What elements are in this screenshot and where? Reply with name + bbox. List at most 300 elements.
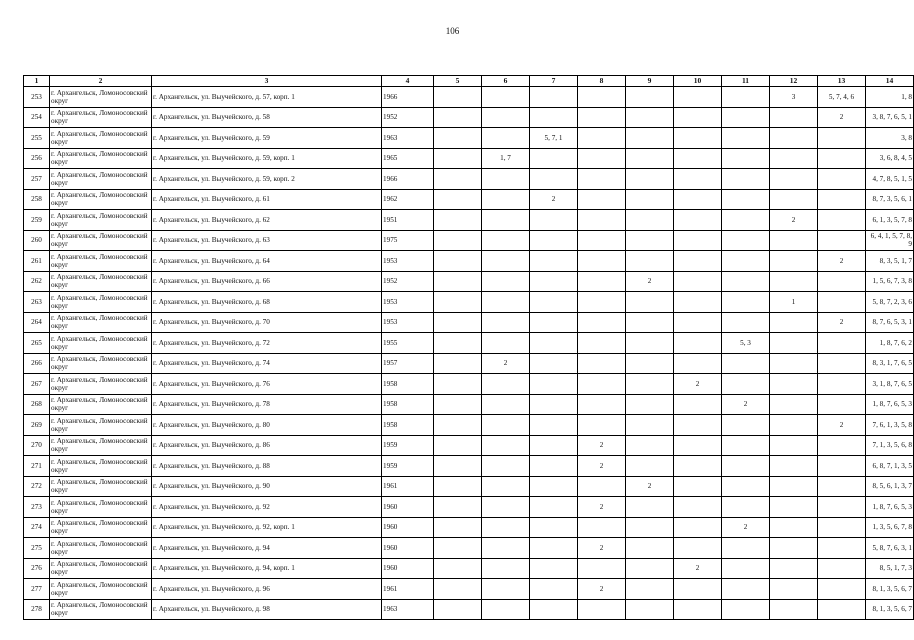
value-cell: 2	[770, 210, 818, 231]
value-cell	[530, 374, 578, 395]
district-cell: г. Архангельск, Ломоносовский округ	[50, 374, 152, 395]
row-number-cell: 264	[24, 312, 50, 333]
value-cell	[482, 128, 530, 149]
value-cell	[626, 230, 674, 251]
address-cell: г. Архангельск, ул. Выучейского, д. 80	[152, 415, 382, 436]
value-cell	[722, 271, 770, 292]
table-row	[24, 476, 914, 497]
table-row	[24, 456, 914, 477]
address-cell: г. Архангельск, ул. Выучейского, д. 88	[152, 456, 382, 477]
year-cell: 1960	[382, 538, 434, 559]
address-cell: г. Архангельск, ул. Выучейского, д. 59, корп. 1	[152, 148, 382, 169]
column-header: 13	[818, 76, 866, 87]
housing-registry-table	[23, 75, 914, 620]
value-cell	[578, 128, 626, 149]
value-cell: 8, 3, 5, 1, 7	[866, 251, 914, 272]
year-cell: 1960	[382, 497, 434, 518]
value-cell: 1, 7	[482, 148, 530, 169]
value-cell: 3, 8	[866, 128, 914, 149]
value-cell	[770, 456, 818, 477]
value-cell: 2	[722, 394, 770, 415]
value-cell: 2	[674, 374, 722, 395]
table-row	[24, 599, 914, 620]
row-number-cell: 273	[24, 497, 50, 518]
value-cell: 7, 6, 1, 3, 5, 8	[866, 415, 914, 436]
value-cell	[434, 435, 482, 456]
row-number-cell: 278	[24, 599, 50, 620]
column-header: 7	[530, 76, 578, 87]
row-number-cell: 262	[24, 271, 50, 292]
value-cell	[674, 415, 722, 436]
district-cell: г. Архангельск, Ломоносовский округ	[50, 251, 152, 272]
district-cell: г. Архангельск, Ломоносовский округ	[50, 579, 152, 600]
value-cell	[770, 230, 818, 251]
value-cell	[530, 456, 578, 477]
value-cell	[770, 394, 818, 415]
value-cell	[626, 538, 674, 559]
value-cell	[434, 107, 482, 128]
value-cell	[722, 497, 770, 518]
value-cell: 3, 6, 8, 4, 5	[866, 148, 914, 169]
district-cell: г. Архангельск, Ломоносовский округ	[50, 148, 152, 169]
row-number-cell: 257	[24, 169, 50, 190]
value-cell	[434, 353, 482, 374]
year-cell: 1960	[382, 517, 434, 538]
value-cell	[722, 148, 770, 169]
table-row	[24, 517, 914, 538]
value-cell: 1, 8, 7, 6, 5, 3	[866, 394, 914, 415]
value-cell	[530, 292, 578, 313]
row-number-cell: 265	[24, 333, 50, 354]
year-cell: 1966	[382, 87, 434, 108]
year-cell: 1955	[382, 333, 434, 354]
value-cell	[482, 271, 530, 292]
value-cell	[434, 599, 482, 620]
value-cell	[578, 476, 626, 497]
value-cell	[770, 353, 818, 374]
value-cell	[674, 230, 722, 251]
value-cell	[770, 312, 818, 333]
value-cell	[722, 599, 770, 620]
header-row	[24, 76, 914, 87]
value-cell	[626, 251, 674, 272]
value-cell	[674, 435, 722, 456]
value-cell	[674, 128, 722, 149]
district-cell: г. Архангельск, Ломоносовский округ	[50, 497, 152, 518]
value-cell	[674, 333, 722, 354]
value-cell	[530, 538, 578, 559]
row-number-cell: 268	[24, 394, 50, 415]
value-cell	[434, 374, 482, 395]
year-cell: 1958	[382, 374, 434, 395]
value-cell	[818, 189, 866, 210]
address-cell: г. Архангельск, ул. Выучейского, д. 96	[152, 579, 382, 600]
value-cell	[434, 558, 482, 579]
value-cell	[626, 435, 674, 456]
address-cell: г. Архангельск, ул. Выучейского, д. 57, корп. 1	[152, 87, 382, 108]
value-cell	[482, 292, 530, 313]
address-cell: г. Архангельск, ул. Выучейского, д. 86	[152, 435, 382, 456]
value-cell	[818, 169, 866, 190]
value-cell	[434, 333, 482, 354]
district-cell: г. Архангельск, Ломоносовский округ	[50, 333, 152, 354]
value-cell	[626, 558, 674, 579]
year-cell: 1953	[382, 251, 434, 272]
value-cell	[722, 107, 770, 128]
value-cell	[578, 148, 626, 169]
value-cell	[434, 189, 482, 210]
table-row	[24, 497, 914, 518]
row-number-cell: 261	[24, 251, 50, 272]
table-row	[24, 87, 914, 108]
column-header: 4	[382, 76, 434, 87]
value-cell	[482, 210, 530, 231]
value-cell	[818, 271, 866, 292]
value-cell	[434, 538, 482, 559]
value-cell	[482, 87, 530, 108]
value-cell	[770, 538, 818, 559]
value-cell	[722, 353, 770, 374]
value-cell	[578, 251, 626, 272]
value-cell	[770, 579, 818, 600]
district-cell: г. Архангельск, Ломоносовский округ	[50, 456, 152, 477]
value-cell	[482, 169, 530, 190]
value-cell	[674, 169, 722, 190]
district-cell: г. Архангельск, Ломоносовский округ	[50, 538, 152, 559]
row-number-cell: 267	[24, 374, 50, 395]
value-cell	[482, 312, 530, 333]
value-cell	[626, 169, 674, 190]
year-cell: 1958	[382, 394, 434, 415]
value-cell	[434, 292, 482, 313]
value-cell	[674, 599, 722, 620]
page-number: 106	[445, 26, 460, 36]
address-cell: г. Архангельск, ул. Выучейского, д. 61	[152, 189, 382, 210]
value-cell	[818, 599, 866, 620]
value-cell	[722, 456, 770, 477]
value-cell: 2	[818, 312, 866, 333]
value-cell	[578, 312, 626, 333]
value-cell	[722, 374, 770, 395]
value-cell	[674, 107, 722, 128]
district-cell: г. Архангельск, Ломоносовский округ	[50, 128, 152, 149]
table-row	[24, 312, 914, 333]
district-cell: г. Архангельск, Ломоносовский округ	[50, 312, 152, 333]
value-cell	[818, 579, 866, 600]
value-cell	[674, 312, 722, 333]
value-cell	[434, 210, 482, 231]
row-number-cell: 253	[24, 87, 50, 108]
value-cell: 2	[482, 353, 530, 374]
value-cell	[770, 189, 818, 210]
table-row	[24, 333, 914, 354]
value-cell	[674, 148, 722, 169]
value-cell	[434, 128, 482, 149]
value-cell	[770, 333, 818, 354]
year-cell: 1962	[382, 189, 434, 210]
value-cell	[674, 189, 722, 210]
value-cell	[482, 251, 530, 272]
year-cell: 1952	[382, 271, 434, 292]
table-row	[24, 169, 914, 190]
value-cell	[626, 148, 674, 169]
value-cell	[722, 251, 770, 272]
value-cell	[674, 476, 722, 497]
value-cell: 8, 5, 1, 7, 3	[866, 558, 914, 579]
value-cell	[530, 271, 578, 292]
value-cell: 6, 4, 1, 5, 7, 8, 9	[866, 230, 914, 251]
value-cell: 1, 5, 6, 7, 3, 8	[866, 271, 914, 292]
value-cell	[722, 312, 770, 333]
row-number-cell: 271	[24, 456, 50, 477]
value-cell	[530, 333, 578, 354]
value-cell	[482, 415, 530, 436]
value-cell	[770, 107, 818, 128]
value-cell: 5, 8, 7, 2, 3, 6	[866, 292, 914, 313]
year-cell: 1958	[382, 415, 434, 436]
row-number-cell: 270	[24, 435, 50, 456]
value-cell	[722, 128, 770, 149]
value-cell: 3, 8, 7, 6, 5, 1	[866, 107, 914, 128]
district-cell: г. Архангельск, Ломоносовский округ	[50, 353, 152, 374]
table-row	[24, 415, 914, 436]
value-cell	[482, 107, 530, 128]
column-header: 14	[866, 76, 914, 87]
value-cell	[626, 189, 674, 210]
district-cell: г. Архангельск, Ломоносовский округ	[50, 415, 152, 436]
value-cell	[578, 189, 626, 210]
value-cell	[482, 333, 530, 354]
value-cell	[578, 107, 626, 128]
year-cell: 1953	[382, 292, 434, 313]
value-cell	[482, 558, 530, 579]
district-cell: г. Архангельск, Ломоносовский округ	[50, 394, 152, 415]
value-cell	[626, 107, 674, 128]
value-cell	[818, 374, 866, 395]
value-cell	[578, 210, 626, 231]
year-cell: 1960	[382, 558, 434, 579]
value-cell	[722, 189, 770, 210]
address-cell: г. Архангельск, ул. Выучейского, д. 72	[152, 333, 382, 354]
value-cell: 2	[722, 517, 770, 538]
value-cell	[626, 312, 674, 333]
value-cell	[674, 292, 722, 313]
value-cell	[578, 415, 626, 436]
table-row	[24, 230, 914, 251]
value-cell: 2	[578, 579, 626, 600]
address-cell: г. Архангельск, ул. Выучейского, д. 62	[152, 210, 382, 231]
table-row	[24, 394, 914, 415]
value-cell	[722, 230, 770, 251]
value-cell	[818, 333, 866, 354]
value-cell	[674, 394, 722, 415]
year-cell: 1951	[382, 210, 434, 231]
address-cell: г. Архангельск, ул. Выучейского, д. 59	[152, 128, 382, 149]
table-row	[24, 271, 914, 292]
value-cell: 1, 8, 7, 6, 5, 3	[866, 497, 914, 518]
year-cell: 1959	[382, 435, 434, 456]
value-cell	[434, 456, 482, 477]
value-cell	[770, 148, 818, 169]
address-cell: г. Архангельск, ул. Выучейского, д. 92, корп. 1	[152, 517, 382, 538]
value-cell	[434, 87, 482, 108]
year-cell: 1959	[382, 456, 434, 477]
table-row	[24, 558, 914, 579]
year-cell: 1961	[382, 476, 434, 497]
value-cell	[434, 312, 482, 333]
district-cell: г. Архангельск, Ломоносовский округ	[50, 476, 152, 497]
value-cell	[674, 517, 722, 538]
year-cell: 1961	[382, 579, 434, 600]
value-cell: 1, 8, 7, 6, 2	[866, 333, 914, 354]
value-cell: 2	[578, 456, 626, 477]
address-cell: г. Архангельск, ул. Выучейского, д. 98	[152, 599, 382, 620]
value-cell	[770, 271, 818, 292]
table-row	[24, 579, 914, 600]
value-cell	[626, 394, 674, 415]
value-cell	[578, 374, 626, 395]
table-row	[24, 189, 914, 210]
value-cell: 2	[626, 476, 674, 497]
value-cell	[530, 148, 578, 169]
value-cell: 1, 3, 5, 6, 7, 8	[866, 517, 914, 538]
value-cell: 7, 1, 3, 5, 6, 8	[866, 435, 914, 456]
value-cell	[530, 169, 578, 190]
value-cell	[578, 394, 626, 415]
value-cell: 8, 1, 3, 5, 6, 7	[866, 599, 914, 620]
address-cell: г. Архангельск, ул. Выучейского, д. 58	[152, 107, 382, 128]
value-cell: 2	[674, 558, 722, 579]
value-cell	[434, 271, 482, 292]
address-cell: г. Архангельск, ул. Выучейского, д. 63	[152, 230, 382, 251]
value-cell	[722, 87, 770, 108]
value-cell	[434, 251, 482, 272]
value-cell	[530, 599, 578, 620]
value-cell	[482, 394, 530, 415]
address-cell: г. Архангельск, ул. Выучейского, д. 66	[152, 271, 382, 292]
district-cell: г. Архангельск, Ломоносовский округ	[50, 435, 152, 456]
row-number-cell: 276	[24, 558, 50, 579]
year-cell: 1953	[382, 312, 434, 333]
address-cell: г. Архангельск, ул. Выучейского, д. 64	[152, 251, 382, 272]
value-cell	[530, 394, 578, 415]
value-cell	[818, 128, 866, 149]
value-cell: 5, 8, 7, 6, 3, 1	[866, 538, 914, 559]
address-cell: г. Архангельск, ул. Выучейского, д. 90	[152, 476, 382, 497]
year-cell: 1963	[382, 128, 434, 149]
value-cell	[578, 599, 626, 620]
year-cell: 1965	[382, 148, 434, 169]
value-cell	[770, 251, 818, 272]
row-number-cell: 260	[24, 230, 50, 251]
value-cell	[626, 292, 674, 313]
value-cell	[722, 169, 770, 190]
value-cell	[818, 435, 866, 456]
value-cell	[770, 374, 818, 395]
value-cell	[674, 271, 722, 292]
address-cell: г. Архангельск, ул. Выучейского, д. 76	[152, 374, 382, 395]
value-cell	[770, 517, 818, 538]
value-cell	[530, 353, 578, 374]
value-cell: 8, 7, 3, 5, 6, 1	[866, 189, 914, 210]
value-cell	[770, 415, 818, 436]
value-cell	[434, 579, 482, 600]
year-cell: 1957	[382, 353, 434, 374]
value-cell: 2	[578, 435, 626, 456]
table-row	[24, 251, 914, 272]
address-cell: г. Архангельск, ул. Выучейского, д. 70	[152, 312, 382, 333]
column-header: 6	[482, 76, 530, 87]
value-cell	[722, 579, 770, 600]
row-number-cell: 255	[24, 128, 50, 149]
value-cell: 8, 3, 1, 7, 6, 5	[866, 353, 914, 374]
value-cell	[530, 476, 578, 497]
year-cell: 1975	[382, 230, 434, 251]
table-header	[24, 76, 914, 87]
value-cell	[722, 292, 770, 313]
value-cell	[626, 353, 674, 374]
value-cell	[530, 87, 578, 108]
value-cell	[722, 538, 770, 559]
column-header: 5	[434, 76, 482, 87]
district-cell: г. Архангельск, Ломоносовский округ	[50, 210, 152, 231]
value-cell	[818, 558, 866, 579]
value-cell	[626, 456, 674, 477]
value-cell	[674, 210, 722, 231]
value-cell	[674, 87, 722, 108]
value-cell: 2	[818, 251, 866, 272]
value-cell: 5, 7, 1	[530, 128, 578, 149]
column-header: 12	[770, 76, 818, 87]
value-cell: 4, 7, 8, 5, 1, 5	[866, 169, 914, 190]
value-cell	[482, 456, 530, 477]
value-cell	[626, 415, 674, 436]
row-number-cell: 263	[24, 292, 50, 313]
address-cell: г. Архангельск, ул. Выучейского, д. 59, корп. 2	[152, 169, 382, 190]
value-cell	[434, 169, 482, 190]
district-cell: г. Архангельск, Ломоносовский округ	[50, 271, 152, 292]
district-cell: г. Архангельск, Ломоносовский округ	[50, 169, 152, 190]
value-cell: 8, 1, 3, 5, 6, 7	[866, 579, 914, 600]
column-header: 11	[722, 76, 770, 87]
column-header: 10	[674, 76, 722, 87]
value-cell	[626, 497, 674, 518]
value-cell	[482, 230, 530, 251]
value-cell	[818, 456, 866, 477]
value-cell	[434, 415, 482, 436]
value-cell	[530, 107, 578, 128]
value-cell	[434, 230, 482, 251]
value-cell	[722, 558, 770, 579]
value-cell: 3	[770, 87, 818, 108]
row-number-cell: 277	[24, 579, 50, 600]
year-cell: 1952	[382, 107, 434, 128]
value-cell	[770, 558, 818, 579]
district-cell: г. Архангельск, Ломоносовский округ	[50, 558, 152, 579]
value-cell	[530, 312, 578, 333]
value-cell: 5, 7, 4, 6	[818, 87, 866, 108]
value-cell	[578, 169, 626, 190]
value-cell	[578, 517, 626, 538]
value-cell: 6, 1, 3, 5, 7, 8	[866, 210, 914, 231]
value-cell: 2	[818, 415, 866, 436]
row-number-cell: 256	[24, 148, 50, 169]
table-body	[24, 87, 914, 620]
value-cell	[482, 579, 530, 600]
value-cell	[818, 538, 866, 559]
address-cell: г. Архангельск, ул. Выучейского, д. 94	[152, 538, 382, 559]
table-row	[24, 128, 914, 149]
